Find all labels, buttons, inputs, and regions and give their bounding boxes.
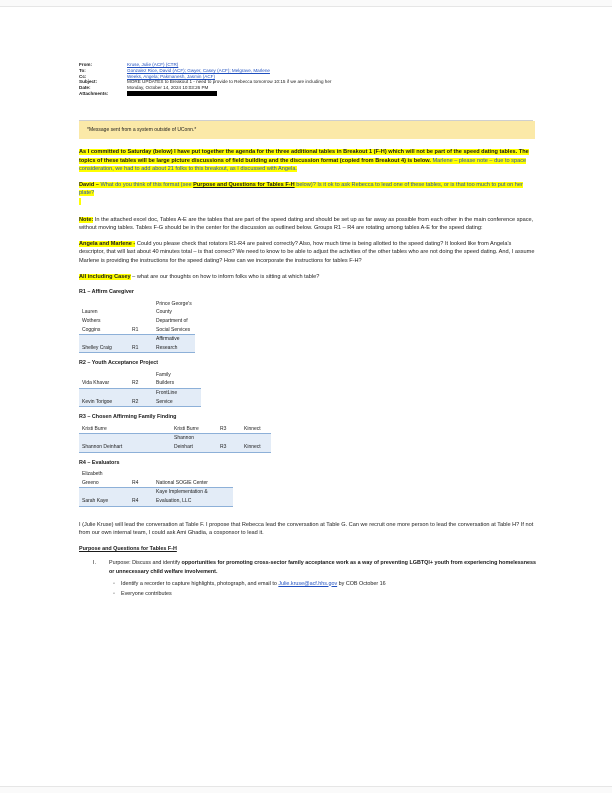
table-cell [129,300,153,309]
table-cell: County [156,309,172,316]
table-cell: Department of [156,317,188,324]
table-row [79,497,233,506]
table-row [79,488,233,497]
paragraph-angela-marlene [79,240,537,266]
table-cell: Vida Khavar [79,379,129,388]
table-cell: Evaluation, LLC [153,497,233,506]
recorder-deadline: by COB October 16 [337,580,386,587]
table-cell: Builders [153,379,201,388]
david-text-a: What do you think of this format (see [98,181,194,188]
table-cell [129,389,153,398]
external-warning-banner: *Message sent from a system outside of UConn.* [79,121,535,139]
purpose-text-a: Purpose: Discuss and identify [109,560,182,567]
group-r4-table [79,470,233,506]
table-cell [129,308,153,317]
purpose-title: Purpose and Questions for Tables F-H [79,545,177,552]
group-r1-title: R1 – Affirm Caregiver [79,289,134,296]
table-cell: Service [153,398,201,407]
sub-item-recorder [79,580,537,589]
table-cell [129,371,153,380]
table-cell: Social Services [153,326,195,335]
table-cell: Kevin Torigoe [79,398,129,407]
email-link[interactable]: Julie.kruse@acf.hhs.gov [278,580,338,587]
group-r1-table [79,300,195,354]
date-value: Monday, October 14, 2024 10:03:26 PM [127,85,209,91]
table-cell: Lauren [82,309,98,316]
group-r3-title: R3 – Chosen Affirming Family Finding [79,414,177,421]
table-cell: Kinnect [241,443,271,452]
table-cell: R2 [129,379,153,388]
subject-value: MORE UPDATES to Breakout 1 - need to provide to Rebecca tomorrow 10:15 if we are including her [127,79,332,85]
table-row [79,371,201,380]
to-label: To: [79,67,86,73]
table-cell: Shannon [171,434,217,443]
table-row [79,379,201,388]
paragraph-all [79,273,537,282]
email-body [79,148,537,601]
table-cell: Sarah Kaye [79,497,129,506]
paragraph-leads: I (Julie Kruse) will lead the conversation at Table F. I propose that Rebecca lead the conversation at Table G. Can we recruit one more person to lead the conversation at Table H? If not from our own internal team, I could ask Ami Ghadia, a cosponsor to lead it. [79,521,534,537]
table-cell: Kristi Burre [171,425,217,434]
group-r4-title: R4 – Evaluators [79,459,120,466]
table-cell: Family [156,371,171,378]
table-row [79,443,271,452]
date-label: Date: [79,85,91,91]
purpose-number: I. [93,560,96,567]
table-cell [153,470,233,479]
all-label: All including Casey [79,273,131,280]
cc-link[interactable]: Weeks, Angela; Pakmanesh, Jasmin (ACF) [127,73,215,79]
table-cell [159,443,171,452]
angela-marlene-text: Could you please check that rotators R1-R4 are paired correctly? Also, how much time is being allotted to the speed dating? It looked like from Angela's descriptor, that will last about 40 minutes total – is that correct? We need to know to be able to adjust the activities of the other tables who are not doing the speed dating. And, I assume Marlene is providing the instructions for the speed dating? How can we incorporate the instructions for tables F-H? [79,240,535,264]
david-text-b: below)? Is it ok to ask Rebecca to lead one of these tables, or is that too much to put on her plate? [79,181,523,197]
table-cell: Wothers [82,317,101,324]
table-row [79,479,233,488]
purpose-section [79,545,537,599]
redacted-attachment [127,91,217,96]
purpose-link[interactable]: Purpose and Questions for Tables F-H [193,181,295,188]
highlight-mark [79,198,81,205]
table-cell: Elizabeth [82,471,103,478]
table-row [79,434,271,443]
table-cell: Affirmative [153,335,195,344]
table-cell [217,434,241,443]
table-cell [79,371,129,380]
table-cell: Kaye Implementation & [153,488,233,497]
group-r2-table [79,371,201,407]
table-row [79,344,195,353]
table-row [79,470,233,479]
group-r2-title: R2 – Youth Acceptance Project [79,360,158,367]
table-cell [79,488,129,497]
paragraph-agenda [79,148,537,174]
table-row [79,300,195,309]
paragraph-note [79,216,537,233]
table-cell: Coggins [79,326,129,335]
table-cell: Prince George's [156,300,192,307]
table-cell [79,434,159,443]
table-cell: Deinhart [171,443,217,452]
purpose-item [79,559,537,576]
table-cell [129,317,153,326]
table-cell [79,300,129,309]
table-cell [241,434,271,443]
from-label: From: [79,62,93,67]
table-cell: Shelley Craig [79,344,129,353]
table-cell [129,335,153,344]
table-cell: Research [153,344,195,353]
table-cell: R1 [129,344,153,353]
cc-label: Cc: [79,73,87,79]
table-cell: Kristi Burre [79,425,159,434]
top-toolbar [0,0,612,7]
all-text: – what are our thoughts on how to inform folks who is sitting at which table? [130,273,320,280]
table-row [79,398,201,407]
table-cell [159,434,171,443]
table-cell [129,470,153,479]
to-link[interactable]: Gonzalez Rice, David (ACF); Gwyer, Casey (ACF); Melgrave, Marlene [127,67,270,73]
sub-item-everyone: ◦ Everyone contributes [79,590,537,599]
table-cell: Kinnect [241,425,271,434]
table-row [79,335,195,344]
table-row [79,308,195,317]
table-cell: R3 [217,443,241,452]
subject-label: Subject: [79,79,98,85]
table-cell [79,389,129,398]
table-cell: Greeno [79,479,129,488]
table-cell: R4 [129,479,153,488]
recorder-text: Identify a recorder to capture highlights, photograph, and email to [121,580,279,587]
paragraph-david [79,181,537,209]
david-label: David – [79,181,99,188]
agenda-highlight: As I committed to Saturday (below) I have put together the agenda for the three additional tables in Breakout 1 (F-H) which will not be part of the speed dating tables. The topics of these tables will be large picture discussions of field building and the discussion format (copied from Breakout 4) is below. [79,149,529,164]
table-cell [159,425,171,434]
table-row [79,425,271,434]
note-text: In the attached excel doc, Tables A-E are the tables that are part of the speed dating and should be set up as far away as possible from each other in the main conference space, without moving tables. Tables F-G should be in the center for the discussion as outlined below. Groups R1 – R4 are rotating among tables A-E for the speed dating: [79,216,534,232]
email-header [79,62,331,97]
table-cell [79,335,129,344]
group-r3-table [79,425,271,453]
table-row [79,326,195,335]
table-row [79,317,195,326]
table-cell [129,488,153,497]
table-row [79,389,201,398]
purpose-text-b: opportunities for promoting cross-sector family acceptance work as a way of preventing LGBTQI+ youth from experiencing homelessness or unnecessary child welfare involvement. [109,560,537,575]
table-cell: R1 [129,326,153,335]
table-cell: FrontLine [153,389,201,398]
note-label: Note: [79,216,94,223]
table-cell: R4 [129,497,153,506]
table-cell: R3 [217,425,241,434]
attachments-label: Attachments: [79,90,109,96]
from-link[interactable]: Kruse, Julie (ACF) (CTR) [127,62,179,67]
angela-marlene-label: Angela and Marlene - [79,240,136,247]
agenda-note: Marlene – please note – due to space consideration, we had to add about 21 folks to this breakout, as I discussed with Angela. [79,157,527,173]
table-cell: National SOGIE Center [153,479,233,488]
table-cell: R2 [129,398,153,407]
table-cell: Shannon Deinhart [79,443,159,452]
